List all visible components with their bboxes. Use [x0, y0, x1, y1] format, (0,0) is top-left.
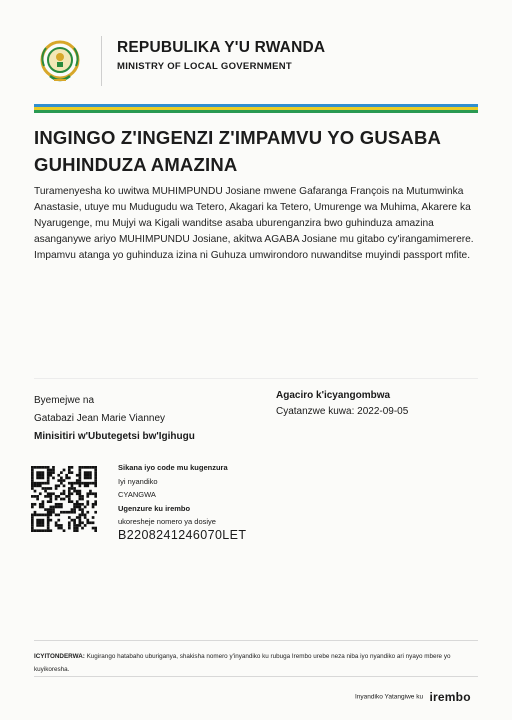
section-divider [34, 378, 478, 379]
flag-stripe [34, 104, 478, 113]
header-divider [101, 36, 102, 86]
ministry-name: MINISTRY OF LOCAL GOVERNMENT [117, 61, 293, 72]
irembo-verify-label: Ugenzure ku irembo [118, 504, 191, 513]
validity-label: Agaciro k'icyangombwa [276, 390, 391, 401]
document-body [34, 184, 484, 264]
document-number: B2208241246070LET [118, 528, 247, 542]
scan-label: Sikana iyo code mu kugenzura [118, 463, 228, 472]
approved-by-label: Byemejwe na [34, 395, 95, 406]
notice-divider-bottom [34, 676, 478, 677]
republic-name: REPUBULIKA Y'U RWANDA [117, 39, 326, 56]
qr-code-icon [31, 466, 97, 532]
official-name: Gatabazi Jean Marie Vianney [34, 413, 166, 424]
flag-stripe-green [34, 110, 478, 113]
notice-label: ICYITONDERWA: [34, 653, 85, 660]
notice [34, 650, 478, 676]
footer [355, 688, 471, 706]
footer-text: Inyandiko Yatangiwe ku [355, 693, 424, 701]
or-label: CYANGWA [118, 490, 156, 499]
notice-divider-top [34, 640, 478, 641]
irembo-logo: irembo [429, 689, 471, 704]
irembo-verify-sublabel: ukoresheje nomero ya dosiye [118, 517, 216, 526]
document-title: INGINGO Z'INGENZI Z'IMPAMVU YO GUSABA GUHINDUZA AMAZINA [34, 127, 441, 175]
issue-date: Cyatanzwe kuwa: 2022-09-05 [276, 406, 409, 417]
rwanda-coat-of-arms-icon [34, 36, 86, 88]
body-paragraph-1: Turamenyesha ko uwitwa MUHIMPUNDU Josiane mwene Gafaranga François na Mutumwinka Anastasie, utuye mu Mudugudu wa Tetero, Akagari ka Tetero, Umurenge wa Muhima, Akarere ka Nyarugenge, mu Mujyi wa Kigali wanditse asaba uburenganzira bwo guhinduza amazina asanganywe ariyo MUHIMPUNDU Josiane, akitwa AGABA Josiane mu gitabo cy'irangamimerere. [34, 186, 474, 245]
scan-sublabel: Iyi nyandiko [118, 477, 158, 486]
official-title: Minisitiri w'Ubutegetsi bw'Igihugu [34, 431, 195, 442]
body-paragraph-2: Impamvu atanga yo guhinduza izina ni Guhuza umwirondoro nuwanditse muyindi passport mfite. [34, 250, 471, 261]
notice-text: Kugirango hatabaho uburiganya, shakisha nomero y'inyandiko ku rubuga Irembo urebe neza niba iyo nyandiko ari nyayo mbere yo kuyikoresha. [34, 653, 451, 673]
